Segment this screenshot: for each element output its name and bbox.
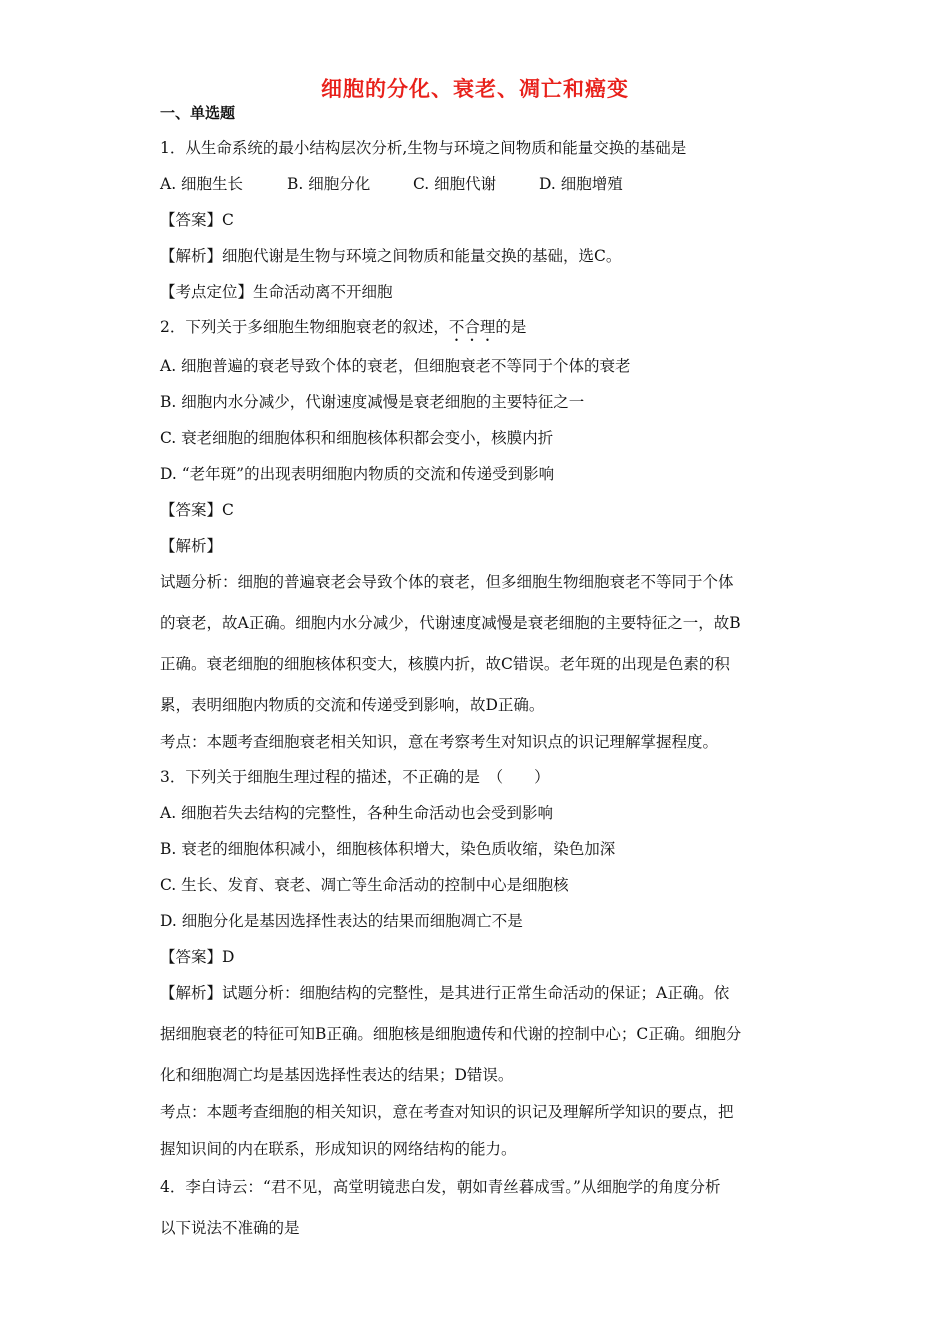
question-2-point: 考点：本题考查细胞衰老相关知识，意在考察考生对知识点的识记理解掌握程度。 xyxy=(160,733,719,751)
question-2-analysis-line: 累，表明细胞内物质的交流和传递受到影响，故D正确。 xyxy=(160,696,545,714)
question-3-analysis-line: 【解析】试题分析：细胞结构的完整性，是其进行正常生命活动的保证；A正确。依 xyxy=(160,984,730,1002)
question-1-answer: 【答案】C xyxy=(160,211,234,229)
question-3-answer: 【答案】D xyxy=(160,948,235,966)
question-2-option-d: D. “老年斑”的出现表明细胞内物质的交流和传递受到影响 xyxy=(160,465,555,483)
question-3-analysis-line: 化和细胞凋亡均是基因选择性表达的结果；D错误。 xyxy=(160,1066,514,1084)
question-2-answer: 【答案】C xyxy=(160,501,234,519)
question-2-stem-after: 的是 xyxy=(495,318,527,336)
document-title: 细胞的分化、衰老、凋亡和癌变 xyxy=(321,77,629,101)
question-3-option-c: C. 生长、发育、衰老、凋亡等生命活动的控制中心是细胞核 xyxy=(160,876,569,894)
question-1-option-c: C. 细胞代谢 xyxy=(413,175,497,193)
question-2-stem-before: 2．下列关于多细胞生物细胞衰老的叙述， xyxy=(160,318,449,336)
question-1-point: 【考点定位】生命活动离不开细胞 xyxy=(160,283,393,301)
question-1-option-a: A. 细胞生长 xyxy=(160,175,244,193)
question-3-option-d: D. 细胞分化是基因选择性表达的结果而细胞凋亡不是 xyxy=(160,912,523,930)
question-3-point-line: 考点：本题考查细胞的相关知识，意在考查对知识的识记及理解所学知识的要点，把 xyxy=(160,1103,734,1121)
question-4-stem-line: 4．李白诗云：“君不见，高堂明镜悲白发，朝如青丝暮成雪。”从细胞学的角度分析 xyxy=(160,1178,721,1196)
question-2-option-b: B. 细胞内水分减少，代谢速度减慢是衰老细胞的主要特征之一 xyxy=(160,393,585,411)
question-3-option-b: B. 衰老的细胞体积减小，细胞核体积增大，染色质收缩，染色加深 xyxy=(160,840,616,858)
question-4-stem-line: 以下说法不准确的是 xyxy=(160,1219,300,1237)
question-1-analysis: 【解析】细胞代谢是生物与环境之间物质和能量交换的基础，选C。 xyxy=(160,247,622,265)
question-2-stem xyxy=(160,317,526,345)
question-3-point-line: 握知识间的内在联系，形成知识的网络结构的能力。 xyxy=(160,1140,517,1158)
question-2-analysis-heading: 【解析】 xyxy=(160,537,223,555)
section-heading: 一、单选题 xyxy=(160,104,236,122)
question-3-option-a: A. 细胞若失去结构的完整性，各种生命活动也会受到影响 xyxy=(160,804,554,822)
question-3-analysis-line: 据细胞衰老的特征可知B正确。细胞核是细胞遗传和代谢的控制中心；C正确。细胞分 xyxy=(160,1025,742,1043)
question-1-option-b: B. 细胞分化 xyxy=(287,175,371,193)
question-2-analysis-line: 正确。衰老细胞的细胞核体积变大，核膜内折，故C错误。老年斑的出现是色素的积 xyxy=(160,655,730,673)
question-2-option-c: C. 衰老细胞的细胞体积和细胞核体积都会变小，核膜内折 xyxy=(160,429,554,447)
question-2-analysis-line: 试题分析：细胞的普遍衰老会导致个体的衰老，但多细胞生物细胞衰老不等同于个体 xyxy=(160,573,734,591)
question-1-options xyxy=(160,174,623,194)
question-1-stem: 1．从生命系统的最小结构层次分析,生物与环境之间物质和能量交换的基础是 xyxy=(160,139,687,157)
question-2-option-a: A. 细胞普遍的衰老导致个体的衰老，但细胞衰老不等同于个体的衰老 xyxy=(160,357,631,375)
question-2-analysis-line: 的衰老，故A正确。细胞内水分减少，代谢速度减慢是衰老细胞的主要特征之一，故B xyxy=(160,614,741,632)
question-1-option-d: D. 细胞增殖 xyxy=(539,175,623,193)
question-3-stem: 3．下列关于细胞生理过程的描述，不正确的是 （ ） xyxy=(160,768,550,786)
question-2-stem-emphasis: 不合理 xyxy=(448,318,496,336)
